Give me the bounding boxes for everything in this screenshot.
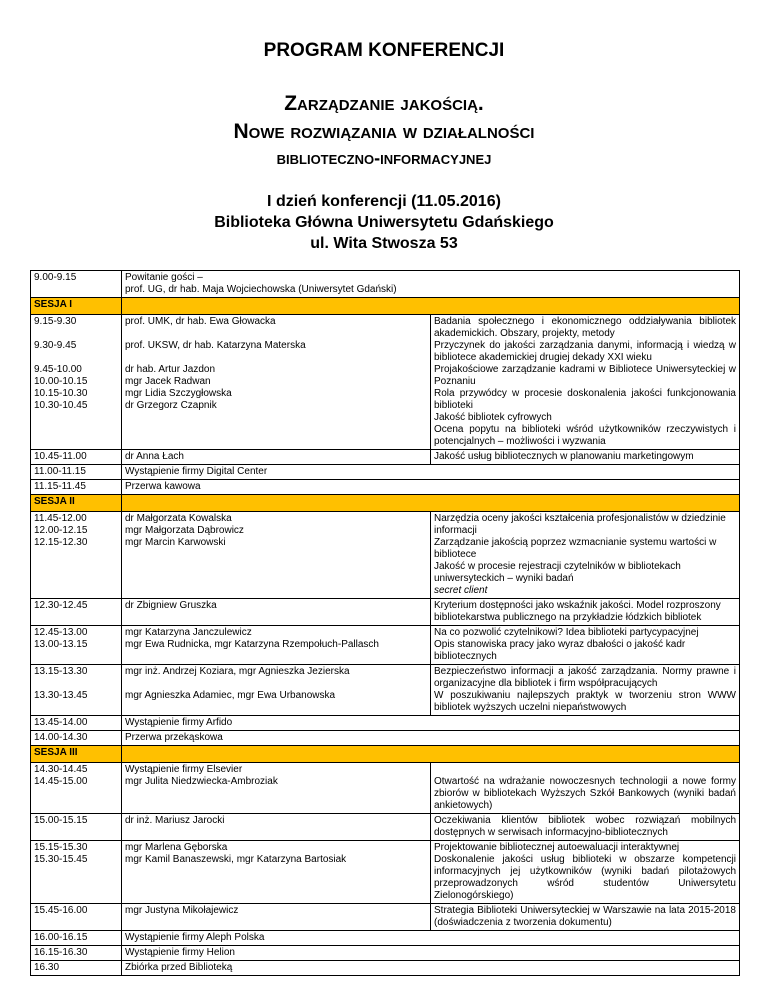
- conference-title-line-1: Zarządzanie jakością.: [284, 92, 484, 115]
- title-cell: [431, 315, 740, 450]
- talk-title-italic: secret client: [434, 585, 488, 596]
- speaker-cell: mgr Justyna Mikołajewicz: [122, 904, 431, 931]
- speaker: mgr inż. Andrzej Koziara, mgr Agnieszka Jezierska: [125, 666, 350, 677]
- time-cell: 11.00-11.15: [31, 465, 122, 480]
- table-row: [31, 626, 740, 665]
- time-slot: 9.15-9.30: [34, 316, 77, 327]
- time-cell: 16.15-16.30: [31, 946, 122, 961]
- title-cell: [431, 665, 740, 716]
- talk-title: Otwartość na wdrażanie nowoczesnych technologii a nowe formy zbiorów w bibliotekach Wyższych Szkół Bankowych (wyniki badań ankietowych): [434, 776, 736, 811]
- speaker: mgr Marlena Gęborska: [125, 842, 228, 853]
- speaker-cell: dr Anna Łach: [122, 450, 431, 465]
- time-cell: 16.00-16.15: [31, 931, 122, 946]
- talk-title: Projektowanie bibliotecznej autoewaluacji interaktywnej: [434, 842, 680, 853]
- time-slot: 11.45-12.00: [34, 513, 87, 524]
- talk-title: Badania społecznego i ekonomicznego oddziaływania bibliotek akademickich. Obszary, projekty, metody: [434, 316, 736, 339]
- time-cell: [31, 763, 122, 814]
- time-slot: 13.15-13.30: [34, 666, 88, 677]
- table-row: [31, 512, 740, 599]
- speaker: dr hab. Artur Jazdon: [125, 364, 216, 375]
- talk-title: Zarządzanie jakością poprzez wzmacnianie systemu wartości w bibliotece: [434, 537, 717, 560]
- table-row: [31, 465, 740, 480]
- table-row: [31, 665, 740, 716]
- session-header-row: [31, 495, 740, 512]
- event-cell: Przerwa przekąskowa: [122, 731, 740, 746]
- conference-day: I dzień konferencji (11.05.2016): [267, 193, 501, 210]
- speaker: mgr Lidia Szczygłowska: [125, 388, 232, 399]
- speaker: Wystąpienie firmy Elsevier: [125, 764, 243, 775]
- time-cell: [31, 315, 122, 450]
- speaker-cell: [122, 665, 431, 716]
- time-slot: 12.15-12.30: [34, 537, 88, 548]
- time-cell: 9.00-9.15: [31, 271, 122, 298]
- program-title: PROGRAM KONFERENCJI: [263, 40, 505, 61]
- time-cell: [31, 841, 122, 904]
- table-row: [31, 731, 740, 746]
- time-cell: 12.30-12.45: [31, 599, 122, 626]
- speaker: dr Małgorzata Kowalska: [125, 513, 232, 524]
- talk-title: [434, 764, 736, 776]
- talk-title: W poszukiwaniu najlepszych praktyk w tworzeniu stron WWW bibliotek wyższych uczelni niepaństwowych: [434, 690, 736, 713]
- table-row: [31, 271, 740, 298]
- table-row: [31, 315, 740, 450]
- conference-venue: Biblioteka Główna Uniwersytetu Gdańskiego: [214, 214, 554, 231]
- session-label: SESJA II: [31, 495, 122, 512]
- talk-title: Projakościowe zarządzanie kadrami w Bibliotece Uniwersyteckiej w Poznaniu: [434, 364, 736, 387]
- talk-title: Jakość bibliotek cyfrowych: [434, 412, 552, 423]
- speaker: mgr Kamil Banaszewski, mgr Katarzyna Bartosiak: [125, 854, 347, 865]
- time-cell: 15.45-16.00: [31, 904, 122, 931]
- speaker: mgr Ewa Rudnicka, mgr Katarzyna Rzempołuch-Pallasch: [125, 639, 379, 650]
- time-slot: 9.45-10.00: [34, 364, 82, 375]
- time-slot: 13.30-13.45: [34, 690, 88, 701]
- speaker-cell: [122, 512, 431, 599]
- speaker: mgr Jacek Radwan: [125, 376, 211, 387]
- session-label: SESJA III: [31, 746, 122, 763]
- talk-title: Jakość w procesie rejestracji czytelników w bibliotekach uniwersyteckich – wyniki badań: [434, 561, 681, 584]
- time-cell: 13.45-14.00: [31, 716, 122, 731]
- time-slot: 12.45-13.00: [34, 627, 88, 638]
- title-cell: Strategia Biblioteki Uniwersyteckiej w Warszawie na lata 2015-2018 (doświadczenia z tworzenia dokumentu): [431, 904, 740, 931]
- title-cell: [431, 512, 740, 599]
- title-cell: Oczekiwania klientów bibliotek wobec rozwiązań mobilnych dostępnych w serwisach informacyjno-bibliotecznych: [431, 814, 740, 841]
- speaker: prof. UMK, dr hab. Ewa Głowacka: [125, 316, 276, 327]
- time-slot: 10.15-10.30: [34, 388, 88, 399]
- time-slot: 9.30-9.45: [34, 340, 77, 351]
- table-row: [31, 716, 740, 731]
- conference-title-line-2: Nowe rozwiązania w działalności: [233, 120, 535, 143]
- welcome-line: prof. UG, dr hab. Maja Wojciechowska (Uniwersytet Gdański): [125, 284, 397, 295]
- speaker-cell: [122, 626, 431, 665]
- talk-title: Przyczynek do jakości zarządzania danymi, informacją i wiedzą w bibliotece akademickiej drugiej dekady XXI wieku: [434, 340, 736, 363]
- table-row: [31, 599, 740, 626]
- speaker: mgr Marcin Karwowski: [125, 537, 226, 548]
- conference-title-line-3: biblioteczno-informacyjnej: [276, 148, 492, 168]
- speaker-cell: [122, 763, 431, 814]
- session-fill: [122, 298, 740, 315]
- speaker: mgr Katarzyna Janczulewicz: [125, 627, 252, 638]
- program-table: [30, 270, 740, 976]
- table-row: [31, 946, 740, 961]
- time-cell: [31, 665, 122, 716]
- time-cell: [31, 512, 122, 599]
- title-cell: [431, 763, 740, 814]
- session-fill: [122, 746, 740, 763]
- time-slot: 14.45-15.00: [34, 776, 88, 787]
- conference-address: ul. Wita Stwosza 53: [310, 235, 458, 252]
- talk-title: Rola przywódcy w procesie doskonalenia jakości funkcjonowania biblioteki: [434, 388, 736, 411]
- table-row: [31, 480, 740, 495]
- title-cell: Jakość usług bibliotecznych w planowaniu marketingowym: [431, 450, 740, 465]
- session-label: SESJA I: [31, 298, 122, 315]
- time-slot: 15.15-15.30: [34, 842, 88, 853]
- event-cell: Wystąpienie firmy Arfido: [122, 716, 740, 731]
- time-cell: 10.45-11.00: [31, 450, 122, 465]
- talk-title: Ocena popytu na biblioteki wśród użytkowników rzeczywistych i potencjalnych – możliwości i wyzwania: [434, 424, 736, 447]
- speaker: dr Grzegorz Czapnik: [125, 400, 217, 411]
- title-cell: [431, 626, 740, 665]
- event-cell: Wystąpienie firmy Digital Center: [122, 465, 740, 480]
- talk-title: Doskonalenie jakości usług biblioteki w obszarze kompetencji informacyjnych jej użytkowników (wyniki badań pilotażowych przeprowadzonych wśród studentów Uniwersytetu Zielonogórskiego): [434, 854, 736, 901]
- event-cell: Przerwa kawowa: [122, 480, 740, 495]
- title-cell: Kryterium dostępności jako wskaźnik jakości. Model rozproszony bibliotekarstwa publicznego na przykładzie łódzkich bibliotek: [431, 599, 740, 626]
- table-row: [31, 450, 740, 465]
- talk-title: Opis stanowiska pracy jako wyraz dbałości o jakość kadr bibliotecznych: [434, 639, 686, 662]
- session-fill: [122, 495, 740, 512]
- time-cell: 14.00-14.30: [31, 731, 122, 746]
- speaker: mgr Małgorzata Dąbrowicz: [125, 525, 244, 536]
- time-cell: 16.30: [31, 961, 122, 976]
- event-cell: Wystąpienie firmy Aleph Polska: [122, 931, 740, 946]
- time-slot: 10.00-10.15: [34, 376, 88, 387]
- session-header-row: [31, 298, 740, 315]
- time-cell: 15.00-15.15: [31, 814, 122, 841]
- table-row: [31, 814, 740, 841]
- welcome-cell: [122, 271, 740, 298]
- welcome-line: Powitanie gości –: [125, 272, 203, 283]
- table-row: [31, 904, 740, 931]
- speaker: mgr Julita Niedzwiecka-Ambroziak: [125, 776, 278, 787]
- speaker-cell: dr inż. Mariusz Jarocki: [122, 814, 431, 841]
- time-slot: 10.30-10.45: [34, 400, 88, 411]
- table-row: [31, 931, 740, 946]
- table-row: [31, 763, 740, 814]
- speaker-cell: [122, 315, 431, 450]
- time-slot: 14.30-14.45: [34, 764, 88, 775]
- talk-title: Bezpieczeństwo informacji a jakość zarządzania. Normy prawne i organizacyjne dla bibliotek i firm współpracujących: [434, 666, 736, 689]
- talk-title: Na co pozwolić czytelnikowi? Idea biblioteki partycypacyjnej: [434, 627, 699, 638]
- time-cell: 11.15-11.45: [31, 480, 122, 495]
- session-header-row: [31, 746, 740, 763]
- time-slot: 13.00-13.15: [34, 639, 88, 650]
- table-row: [31, 961, 740, 976]
- event-cell: Zbiórka przed Biblioteką: [122, 961, 740, 976]
- speaker-cell: [122, 841, 431, 904]
- time-slot: 12.00-12.15: [34, 525, 88, 536]
- speaker: mgr Agnieszka Adamiec, mgr Ewa Urbanowska: [125, 690, 336, 701]
- title-cell: [431, 841, 740, 904]
- time-cell: [31, 626, 122, 665]
- table-row: [31, 841, 740, 904]
- event-cell: Wystąpienie firmy Helion: [122, 946, 740, 961]
- talk-title: Narzędzia oceny jakości kształcenia profesjonalistów w dziedzinie informacji: [434, 513, 726, 536]
- speaker: prof. UKSW, dr hab. Katarzyna Materska: [125, 340, 306, 351]
- speaker-cell: dr Zbigniew Gruszka: [122, 599, 431, 626]
- time-slot: 15.30-15.45: [34, 854, 88, 865]
